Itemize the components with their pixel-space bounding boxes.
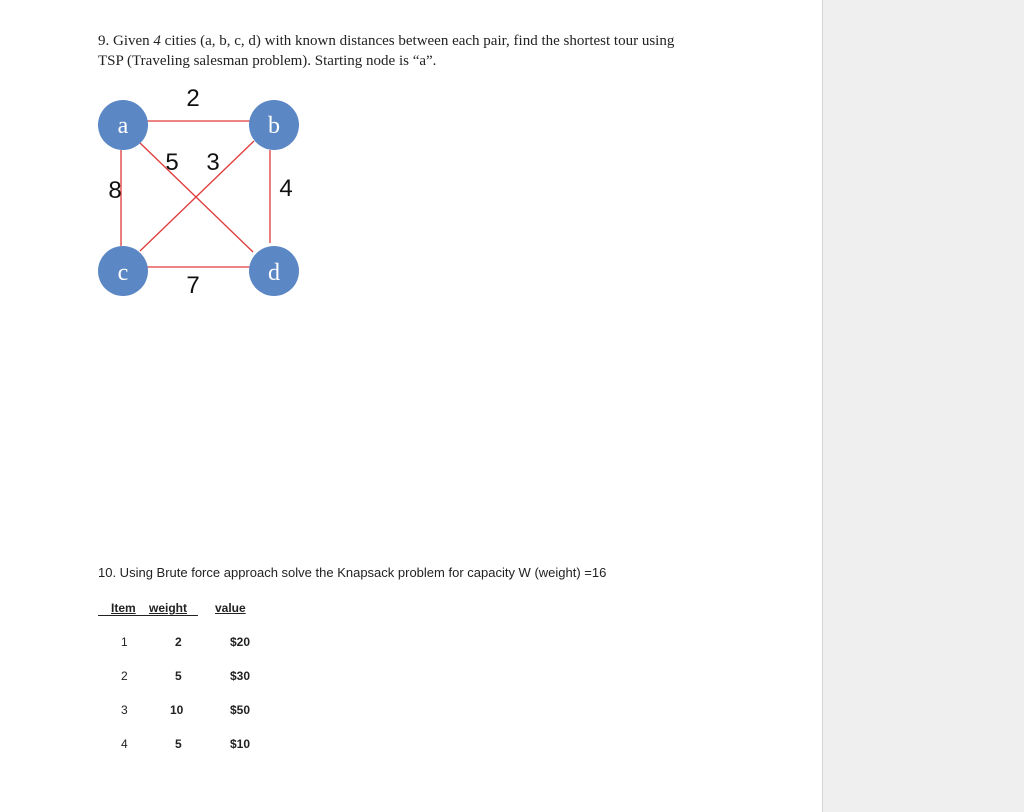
node-d-label: d bbox=[268, 260, 280, 286]
row-4-value: $10 bbox=[230, 737, 251, 751]
q9-text-part-a: 9. Given bbox=[98, 33, 154, 49]
row-2-item: 2 bbox=[121, 669, 128, 683]
q9-text-part-b: cities (a, b, c, d) with known distances between each pair, find the shortest tour using bbox=[160, 33, 675, 49]
table-header-rule bbox=[98, 615, 198, 616]
header-weight: weight bbox=[149, 601, 187, 615]
row-2-weight: 5 bbox=[175, 669, 182, 683]
weight-a-d: 5 bbox=[165, 149, 179, 176]
question-9-line-2: TSP (Traveling salesman problem). Starting node is “a”. bbox=[98, 53, 437, 69]
weight-a-b: 2 bbox=[186, 85, 200, 112]
header-item: Item bbox=[111, 601, 136, 615]
node-b-label: b bbox=[268, 113, 280, 139]
row-1-value: $20 bbox=[230, 635, 251, 649]
node-c-label: c bbox=[117, 260, 129, 286]
header-value: value bbox=[215, 601, 246, 615]
q9-italic-number: 4 bbox=[153, 33, 161, 49]
row-3-item: 3 bbox=[121, 703, 128, 717]
row-4-weight: 5 bbox=[175, 737, 182, 751]
node-a-label: a bbox=[117, 113, 129, 139]
row-4-item: 4 bbox=[121, 737, 128, 751]
row-3-weight: 10 bbox=[170, 703, 184, 717]
row-1-item: 1 bbox=[121, 635, 128, 649]
weight-b-d: 4 bbox=[279, 175, 293, 202]
weight-a-c: 8 bbox=[108, 177, 122, 204]
row-3-value: $50 bbox=[230, 703, 251, 717]
side-panel bbox=[822, 0, 1024, 812]
row-1-weight: 2 bbox=[175, 635, 182, 649]
row-2-value: $30 bbox=[230, 669, 251, 683]
question-10-text: 10. Using Brute force approach solve the Knapsack problem for capacity W (weight) =16 bbox=[98, 565, 607, 580]
weight-b-c: 3 bbox=[206, 149, 220, 176]
weight-c-d: 7 bbox=[186, 272, 200, 299]
